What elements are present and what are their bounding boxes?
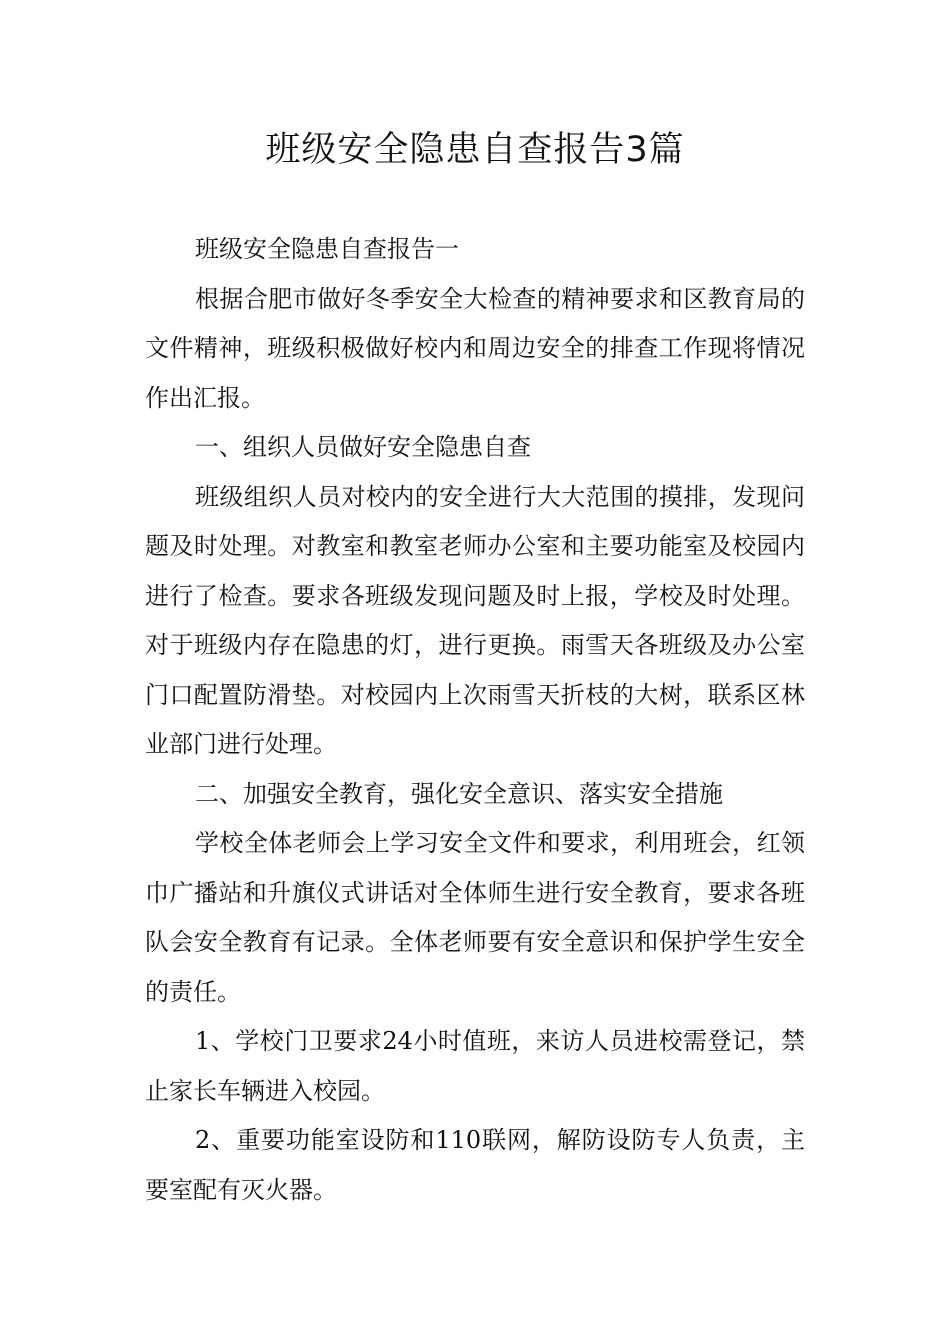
paragraph-education: 学校全体老师会上学习安全文件和要求，利用班会，红领巾广播站和升旗仪式讲话对全体师生进行安全教育，要求各班队会安全教育有记录。全体老师要有安全意识和保护学生安全的责任。 xyxy=(145,829,805,1006)
document-title: 班级安全隐患自查报告3篇 xyxy=(265,130,685,170)
paragraph-section-heading: 班级安全隐患自查报告一 xyxy=(195,235,459,263)
paragraph-item-1: 1、学校门卫要求24小时值班，来访人员进校需登记，禁止家长车辆进入校园。 xyxy=(145,1027,805,1105)
paragraph-inspection: 班级组织人员对校内的安全进行大大范围的摸排，发现问题及时处理。对教室和教室老师办公室和主要功能室及校园内进行了检查。要求各班级发现问题及时上报，学校及时处理。对于班级内存在隐患的灯，进行更换。雨雪天各班级及办公室门口配置防滑垫。对校园内上次雨雪天折枝的大树，联系区林业部门进行处理。 xyxy=(145,482,805,758)
paragraph-heading-2: 二、加强安全教育，强化安全意识、落实安全措施 xyxy=(195,779,723,808)
paragraph-heading-1: 一、组织人员做好安全隐患自查 xyxy=(195,433,531,461)
paragraph-item-2: 2、重要功能室设防和110联网，解防设防专人负责，主要室配有灭火器。 xyxy=(145,1126,805,1204)
paragraph-intro: 根据合肥市做好冬季安全大检查的精神要求和区教育局的文件精神，班级积极做好校内和周边安全的排查工作现将情况作出汇报。 xyxy=(145,284,805,412)
document-body xyxy=(145,225,805,1215)
